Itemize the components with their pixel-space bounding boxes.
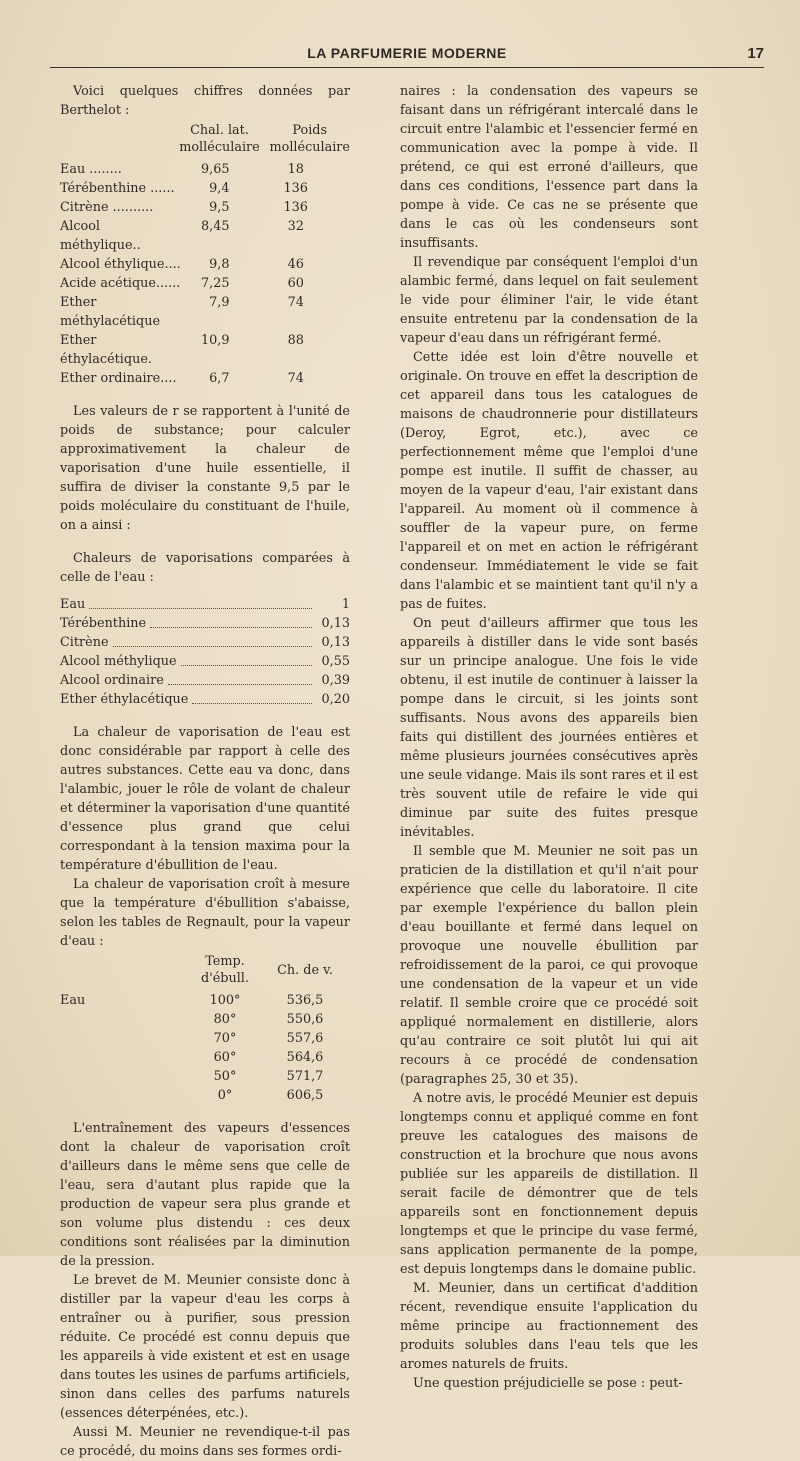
table-row <box>60 274 350 293</box>
substance-name: Eau <box>60 597 86 612</box>
ratio-value: 1 <box>341 597 350 612</box>
poids-value: 136 <box>283 200 308 215</box>
substance-name: Alcool méthylique <box>60 654 177 669</box>
temp-value: 50° <box>213 1069 237 1084</box>
temp-value: 70° <box>213 1031 237 1046</box>
chal-lat-value: 7,25 <box>200 276 230 291</box>
header-rule <box>50 67 764 68</box>
paragraph-entrainement: L'entraînement des vapeurs d'essences dont la chaleur de vaporisation croît d'ailleurs dans le même sens que celle de l'eau, sera d'autant plus rapide que la production de vapeur sera plus grande et son volume plus distendu : ces deux conditions sont réalisées par la diminution de la pression. <box>60 1121 350 1269</box>
substance-name: Ether éthylacétique <box>60 692 189 707</box>
table-row <box>60 293 350 331</box>
list-item <box>60 671 350 690</box>
substance-name: Alcool éthylique.... <box>60 257 181 272</box>
ratio-value: 0,39 <box>321 673 350 688</box>
dot-leader <box>113 633 312 647</box>
head-temp: Temp. d'ébull. <box>201 954 249 986</box>
ratio-value: 0,13 <box>321 635 350 650</box>
paragraph-chaleur-eau: La chaleur de vaporisation de l'eau est donc considérable par rapport à celle des autres substances. Cette eau va donc, dans l'alambic, jouer le rôle de volant de chaleur et déterminer la vaporisation d'une quantité d'essence plus grand que celui correspondant à la tension maxima pour la température d'ébullition de l'eau. <box>60 725 350 873</box>
table-row <box>60 217 350 255</box>
table-row <box>60 331 350 369</box>
temp-value: 60° <box>213 1050 237 1065</box>
temp-value: 80° <box>213 1012 237 1027</box>
ch-value: 557,6 <box>286 1031 324 1046</box>
substance-name: Térébenthine ...... <box>60 181 175 196</box>
table-header-row <box>60 953 350 991</box>
table-row <box>60 1048 350 1067</box>
paragraph-avis: A notre avis, le procédé Meunier est depuis longtemps connu et appliqué comme en font preuve les catalogues des maisons de construction et la brochure que nous avons publiée sur les appareils de distillation. Il serait facile de démontrer que de tels appareils sont en fonctionnement depuis longtemps et que le principe du vase fermé, sans application permanente de la pompe, est depuis longtemps dans le domaine public. <box>400 1091 698 1277</box>
paragraph-brevet: Le brevet de M. Meunier consiste donc à distiller par la vapeur d'eau les corps à entraîner ou à purifier, sous pression réduite. Ce procédé est connu depuis que les appareils à vide existent et est en usage dans toutes les usines de parfums artificiels, sinon dans celles des parfums naturels (essences déterpénées, etc.). <box>60 1273 350 1421</box>
ch-value: 536,5 <box>286 993 324 1008</box>
table-header-row <box>60 122 350 160</box>
table-row <box>60 198 350 217</box>
paragraph-revendique: Il revendique par conséquent l'emploi d'un alambic fermé, dans lequel on fait seulement le vide pour éliminer l'air, le vide étant ensuite entretenu par la condensation de la vapeur d'eau dans un réfrigérant fermé. <box>400 255 698 346</box>
list-item <box>60 614 350 633</box>
left-column <box>60 82 350 1461</box>
list-item <box>60 595 350 614</box>
journal-title: LA PARFUMERIE MODERNE <box>307 45 507 61</box>
list-item <box>60 652 350 671</box>
paragraph-naires: naires : la condensation des vapeurs se faisant dans un réfrigérant intercalé dans le circuit entre l'alambic et l'essencier fermé en communication avec la pompe à vide. Il prétend, ce qui est erroné d'ailleurs, que dans ces conditions, l'essence part dans la pompe à vide. Ce cas ne se présente que dans le cas où les condenseurs sont insuffisants. <box>400 84 698 251</box>
poids-value: 88 <box>287 333 304 348</box>
ratio-value: 0,55 <box>321 654 350 669</box>
paragraph-chaleurs-comparees: Chaleurs de vaporisations comparées à celle de l'eau : <box>60 551 350 585</box>
substance-name: Ether méthylacétique <box>60 295 161 329</box>
ratio-value: 0,20 <box>321 692 350 707</box>
regnault-table <box>60 953 350 1105</box>
chal-lat-value: 8,45 <box>200 219 230 234</box>
chal-lat-value: 9,5 <box>209 200 230 215</box>
running-header <box>50 45 764 67</box>
head-ch: Ch. de v. <box>277 962 333 978</box>
list-item <box>60 690 350 709</box>
poids-value: 46 <box>287 257 304 272</box>
right-column <box>400 82 698 1393</box>
page-number: 17 <box>747 45 764 62</box>
table-row <box>60 160 350 179</box>
paragraph-regnault: La chaleur de vaporisation croît à mesure que la température d'ébullition s'abaisse, selon les tables de Regnault, pour la vapeur d'eau : <box>60 877 350 949</box>
temp-value: 100° <box>209 993 241 1008</box>
table-row <box>60 179 350 198</box>
paragraph-affirmer: On peut d'ailleurs affirmer que tous les appareils à distiller dans le vide sont basés sur un principe analogue. Une fois le vide obtenu, il est inutile de continuer à laisser la pompe dans le circuit, si les joints sont suffisants. Nous avons des appareils bien faits qui distillent des journées entières et même plusieurs journées consécutives après une seule vidange. Mais ils sont rares et il est très souvent utile de refaire le vide qui diminue par suite des fuites presque inévitables. <box>400 616 698 840</box>
substance-name: Ether éthylacétique. <box>60 333 152 367</box>
poids-value: 60 <box>287 276 304 291</box>
temp-value: 0° <box>217 1088 233 1103</box>
chal-lat-value: 10,9 <box>200 333 230 348</box>
chal-lat-value: 9,65 <box>200 162 230 177</box>
ratio-value: 0,13 <box>321 616 350 631</box>
ch-value: 550,6 <box>286 1012 324 1027</box>
paragraph-praticien: Il semble que M. Meunier ne soit pas un praticien de la distillation et qu'il n'ait pour expérience que celle du laboratoire. Il cite par exemple l'expérience du ballon plein d'eau bouillante et fermé dans lequel on provoque une nouvelle ébullition par refroidissement de la paroi, ce qui provoque une condensation de la vapeur et un vide relatif. Il semble croire que ce procédé soit appliqué normalement en distillerie, alors qu'au contraire ce soit plutôt lui qui ait recours à ce procédé de condensation (paragraphes 25, 30 et 35). <box>400 844 698 1087</box>
table-row <box>60 1067 350 1086</box>
ch-value: 571,7 <box>286 1069 324 1084</box>
paragraph-idee: Cette idée est loin d'être nouvelle et originale. On trouve en effet la description de cet appareil dans tous les catalogues de maisons de chaudronnerie pour distillateurs (Deroy, Egrot, etc.), avec ce perfectionnement même que l'emploi d'une pompe est inutile. Il suffit de chasser, au moyen de la vapeur d'eau, l'air existant dans l'appareil. Au moment où il commence à souffler de la vapeur pure, on ferme l'appareil et on met en action le réfrigérant condenseur. Immédiatement le vide se fait dans l'alambic et se maintient tant qu'il n'y a pas de fuites. <box>400 350 698 612</box>
comparison-table <box>60 595 350 709</box>
poids-value: 136 <box>283 181 308 196</box>
head-poids: Poids molléculaire <box>269 123 350 155</box>
substance-name: Citrène .......... <box>60 200 154 215</box>
poids-value: 18 <box>287 162 304 177</box>
chal-lat-value: 7,9 <box>209 295 230 310</box>
substance-name: Acide acétique...... <box>60 276 181 291</box>
table-row <box>60 1086 350 1105</box>
paragraph-valeurs: Les valeurs de r se rapportent à l'unité de poids de substance; pour calculer approximativement la chaleur de vaporisation d'une huile essentielle, il suffira de diviser la constante 9,5 par le poids moléculaire du constituant de l'huile, on a ainsi : <box>60 404 350 533</box>
table-row <box>60 1010 350 1029</box>
poids-value: 32 <box>287 219 304 234</box>
dot-leader <box>181 652 312 666</box>
table-row <box>60 991 350 1010</box>
substance-name: Eau ........ <box>60 162 122 177</box>
table-row <box>60 369 350 388</box>
dot-leader <box>89 595 312 609</box>
substance-name: Ether ordinaire.... <box>60 371 177 386</box>
substance-name: Citrène <box>60 635 109 650</box>
dot-leader <box>192 690 312 704</box>
dot-leader <box>150 614 312 628</box>
head-chal-lat: Chal. lat. molléculaire <box>179 123 260 155</box>
list-item <box>60 633 350 652</box>
berthelot-table <box>60 122 350 388</box>
chal-lat-value: 9,4 <box>209 181 230 196</box>
ch-value: 606,5 <box>286 1088 324 1103</box>
paragraph-aussi: Aussi M. Meunier ne revendique-t-il pas ce procédé, du moins dans ses formes ordi- <box>60 1425 350 1459</box>
chal-lat-value: 9,8 <box>209 257 230 272</box>
eau-label: Eau <box>60 993 86 1008</box>
substance-name: Alcool ordinaire <box>60 673 164 688</box>
chal-lat-value: 6,7 <box>209 371 230 386</box>
table-row <box>60 255 350 274</box>
poids-value: 74 <box>287 371 304 386</box>
poids-value: 74 <box>287 295 304 310</box>
dot-leader <box>168 671 312 685</box>
substance-name: Alcool méthylique.. <box>60 219 141 253</box>
ch-value: 564,6 <box>286 1050 324 1065</box>
substance-name: Térébenthine <box>60 616 147 631</box>
table-row <box>60 1029 350 1048</box>
paragraph-question: Une question préjudicielle se pose : peut- <box>413 1376 683 1391</box>
paragraph-certificat: M. Meunier, dans un certificat d'addition récent, revendique ensuite l'application du même principe au fractionnement des produits solubles dans l'eau tels que les aromes naturels de fruits. <box>400 1281 698 1372</box>
intro-paragraph: Voici quelques chiffres données par Berthelot : <box>60 84 350 118</box>
